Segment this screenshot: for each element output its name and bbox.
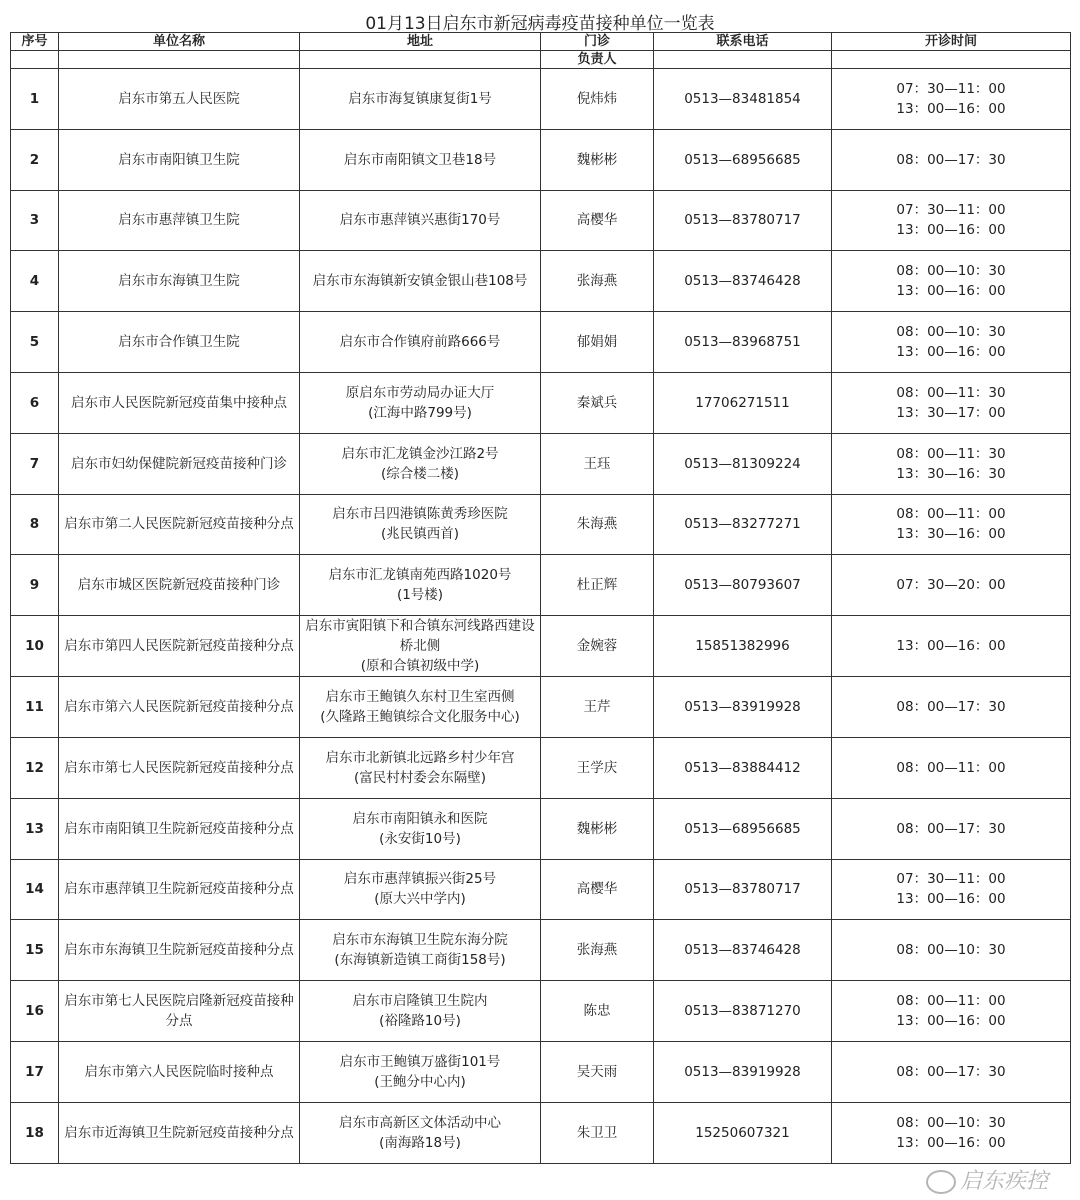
cell-unit-name-line: 启东市人民医院新冠疫苗集中接种点 xyxy=(71,394,287,411)
cell-address-line: 启东市海复镇康复街1号 xyxy=(348,90,492,107)
cell-address xyxy=(300,129,541,190)
cell-hours xyxy=(832,129,1071,190)
table-row xyxy=(11,433,1071,494)
cell-person: 高樱华 xyxy=(541,859,654,920)
cell-unit-name-line: 分点 xyxy=(165,1013,193,1030)
cell-address xyxy=(300,737,541,798)
cell-hours xyxy=(832,190,1071,251)
table-row xyxy=(11,616,1071,677)
cell-hours-line: 13：00—16：00 xyxy=(896,638,1006,655)
table-row xyxy=(11,920,1071,981)
cell-unit-name xyxy=(59,1102,300,1163)
cell-address-line: (综合楼二楼) xyxy=(380,465,460,482)
cell-unit-name-line: 启东市城区医院新冠疫苗接种门诊 xyxy=(77,577,281,594)
cell-address xyxy=(300,372,541,433)
cell-hours xyxy=(832,737,1071,798)
cell-address xyxy=(300,251,541,312)
cell-hours-line: 08：00—11：30 xyxy=(896,384,1006,401)
cell-unit-name xyxy=(59,69,300,130)
table-row xyxy=(11,372,1071,433)
cell-hours xyxy=(832,616,1071,677)
cell-phone: 0513—83884412 xyxy=(654,737,832,798)
cell-hours xyxy=(832,798,1071,859)
cell-hours xyxy=(832,1041,1071,1102)
cell-address-line: 启东市惠萍镇兴惠街170号 xyxy=(339,212,501,229)
cell-unit-name-line: 启东市南阳镇卫生院 xyxy=(118,151,240,168)
cell-address-line: (原和合镇初级中学) xyxy=(360,658,480,675)
table-row xyxy=(11,859,1071,920)
table-wrapper xyxy=(10,32,1070,1196)
cell-person: 张海燕 xyxy=(541,920,654,981)
page-title: 01月13日启东市新冠病毒疫苗接种单位一览表 xyxy=(365,14,715,34)
cell-address-line: 启东市启隆镇卫生院内 xyxy=(352,993,488,1010)
wechat-icon xyxy=(926,1170,956,1194)
cell-unit-name xyxy=(59,737,300,798)
cell-phone: 15851382996 xyxy=(654,616,832,677)
cell-address-line: (王鲍分中心内) xyxy=(374,1073,466,1090)
cell-person: 吴天雨 xyxy=(541,1041,654,1102)
cell-no: 8 xyxy=(11,494,59,555)
cell-address-line: 启东市高新区文体活动中心 xyxy=(339,1114,501,1131)
cell-hours xyxy=(832,372,1071,433)
cell-hours-line: 08：00—10：30 xyxy=(896,942,1006,959)
cell-phone: 0513—83871270 xyxy=(654,981,832,1042)
cell-unit-name-line: 启东市第六人民医院新冠疫苗接种分点 xyxy=(64,699,294,716)
table-row xyxy=(11,1102,1071,1163)
cell-address-line: (永安街10号) xyxy=(379,830,461,847)
cell-hours-line: 13：00—16：00 xyxy=(896,1134,1006,1151)
cell-address-line: 启东市东海镇新安镇金银山巷108号 xyxy=(312,273,528,290)
cell-address-line: 启东市王鲍镇万盛街101号 xyxy=(339,1053,501,1070)
cell-no: 14 xyxy=(11,859,59,920)
cell-no: 3 xyxy=(11,190,59,251)
cell-address-line: 启东市东海镇卫生院东海分院 xyxy=(332,932,508,949)
cell-address-line: 启东市南阳镇文卫巷18号 xyxy=(343,151,497,168)
cell-unit-name xyxy=(59,981,300,1042)
table-row xyxy=(11,69,1071,130)
cell-unit-name-line: 启东市妇幼保健院新冠疫苗接种门诊 xyxy=(71,455,287,472)
cell-phone: 0513—83746428 xyxy=(654,251,832,312)
cell-unit-name-line: 启东市东海镇卫生院新冠疫苗接种分点 xyxy=(64,942,294,959)
cell-hours-line: 07：30—20：00 xyxy=(896,577,1006,594)
table-row xyxy=(11,737,1071,798)
cell-unit-name-line: 启东市近海镇卫生院新冠疫苗接种分点 xyxy=(64,1124,294,1141)
cell-hours-line: 08：00—17：30 xyxy=(896,699,1006,716)
cell-person: 秦斌兵 xyxy=(541,372,654,433)
cell-phone: 0513—83746428 xyxy=(654,920,832,981)
cell-address-line: 启东市合作镇府前路666号 xyxy=(339,334,501,351)
cell-unit-name xyxy=(59,312,300,373)
header-row xyxy=(11,33,1071,51)
cell-unit-name-line: 启东市东海镇卫生院 xyxy=(118,273,240,290)
cell-phone: 0513—68956685 xyxy=(654,798,832,859)
cell-address-line: 启东市汇龙镇金沙江路2号 xyxy=(341,445,499,462)
cell-hours-line: 13：00—16：00 xyxy=(896,344,1006,361)
cell-hours-line: 08：00—11：00 xyxy=(896,759,1006,776)
cell-hours-line: 13：00—16：00 xyxy=(896,891,1006,908)
cell-person: 金婉蓉 xyxy=(541,616,654,677)
cell-hours-line: 08：00—17：30 xyxy=(896,151,1006,168)
sub-header-empty xyxy=(654,51,832,69)
cell-no: 17 xyxy=(11,1041,59,1102)
cell-hours xyxy=(832,494,1071,555)
cell-address xyxy=(300,433,541,494)
table-row xyxy=(11,494,1071,555)
cell-hours-line: 08：00—10：30 xyxy=(896,1114,1006,1131)
cell-person: 王珏 xyxy=(541,433,654,494)
cell-hours-line: 08：00—17：30 xyxy=(896,1063,1006,1080)
cell-person: 魏彬彬 xyxy=(541,129,654,190)
cell-unit-name xyxy=(59,677,300,738)
cell-phone: 0513—83780717 xyxy=(654,859,832,920)
cell-no: 18 xyxy=(11,1102,59,1163)
table-row xyxy=(11,312,1071,373)
cell-person: 郁娟娟 xyxy=(541,312,654,373)
cell-hours-line: 08：00—11：00 xyxy=(896,506,1006,523)
cell-hours-line: 13：30—17：00 xyxy=(896,404,1006,421)
cell-address-line: (江海中路799号) xyxy=(368,404,472,421)
header-no: 序号 xyxy=(11,33,59,51)
cell-address-line: (久隆路王鲍镇综合文化服务中心) xyxy=(320,709,520,726)
cell-hours-line: 07：30—11：00 xyxy=(896,202,1006,219)
sub-header-empty xyxy=(832,51,1071,69)
cell-hours-line: 13：00—16：00 xyxy=(896,222,1006,239)
cell-phone: 0513—80793607 xyxy=(654,555,832,616)
cell-person: 倪炜炜 xyxy=(541,69,654,130)
cell-address-line: 启东市汇龙镇南苑西路1020号 xyxy=(328,567,512,584)
cell-unit-name xyxy=(59,1041,300,1102)
vaccination-sites-table xyxy=(10,32,1071,1164)
cell-hours xyxy=(832,1102,1071,1163)
cell-hours xyxy=(832,920,1071,981)
cell-phone: 0513—83277271 xyxy=(654,494,832,555)
cell-address-line: (兆民镇西首) xyxy=(380,526,460,543)
table-row xyxy=(11,555,1071,616)
cell-unit-name-line: 启东市惠萍镇卫生院新冠疫苗接种分点 xyxy=(64,881,294,898)
cell-person: 杜正辉 xyxy=(541,555,654,616)
cell-hours-line: 13：30—16：30 xyxy=(896,465,1006,482)
cell-person: 王学庆 xyxy=(541,737,654,798)
header-clinic: 门诊 xyxy=(541,33,654,51)
cell-address xyxy=(300,555,541,616)
cell-address xyxy=(300,312,541,373)
cell-unit-name xyxy=(59,251,300,312)
cell-unit-name xyxy=(59,555,300,616)
cell-person: 朱海燕 xyxy=(541,494,654,555)
cell-no: 15 xyxy=(11,920,59,981)
cell-phone: 0513—81309224 xyxy=(654,433,832,494)
cell-phone: 0513—83968751 xyxy=(654,312,832,373)
cell-address-line: (裕隆路10号) xyxy=(379,1013,461,1030)
cell-address xyxy=(300,981,541,1042)
header-phone: 联系电话 xyxy=(654,33,832,51)
cell-hours-line: 13：00—16：00 xyxy=(896,100,1006,117)
cell-hours-line: 08：00—10：30 xyxy=(896,324,1006,341)
cell-unit-name xyxy=(59,433,300,494)
cell-address-line: 启东市王鲍镇久东村卫生室西侧 xyxy=(325,689,515,706)
cell-no: 7 xyxy=(11,433,59,494)
cell-address xyxy=(300,616,541,677)
cell-address xyxy=(300,190,541,251)
cell-address-line: (富民村村委会东隔壁) xyxy=(353,769,487,786)
cell-hours-line: 13：30—16：00 xyxy=(896,526,1006,543)
cell-unit-name-line: 启东市第四人民医院新冠疫苗接种分点 xyxy=(64,638,294,655)
cell-unit-name xyxy=(59,372,300,433)
cell-address-line: 桥北侧 xyxy=(399,638,441,655)
cell-address xyxy=(300,494,541,555)
sub-header-empty xyxy=(300,51,541,69)
cell-unit-name-line: 启东市第六人民医院临时接种点 xyxy=(84,1063,274,1080)
cell-address xyxy=(300,1041,541,1102)
cell-address xyxy=(300,798,541,859)
cell-hours xyxy=(832,251,1071,312)
sub-header-row xyxy=(11,51,1071,69)
cell-hours-line: 08：00—17：30 xyxy=(896,820,1006,837)
cell-hours-line: 07：30—11：00 xyxy=(896,80,1006,97)
cell-phone: 0513—83481854 xyxy=(654,69,832,130)
cell-address-line: (南海路18号) xyxy=(379,1134,461,1151)
cell-hours xyxy=(832,677,1071,738)
table-row xyxy=(11,677,1071,738)
cell-phone: 0513—83919928 xyxy=(654,677,832,738)
header-hours: 开诊时间 xyxy=(832,33,1071,51)
cell-address xyxy=(300,1102,541,1163)
cell-hours-line: 07：30—11：00 xyxy=(896,871,1006,888)
cell-address-line: 启东市北新镇北远路乡村少年宫 xyxy=(325,749,515,766)
cell-hours xyxy=(832,433,1071,494)
cell-unit-name xyxy=(59,190,300,251)
cell-unit-name-line: 启东市惠萍镇卫生院 xyxy=(118,212,240,229)
cell-address-line: 启东市寅阳镇下和合镇东河线路西建设 xyxy=(305,618,535,635)
header-name: 单位名称 xyxy=(59,33,300,51)
cell-no: 1 xyxy=(11,69,59,130)
cell-phone: 15250607321 xyxy=(654,1102,832,1163)
cell-person: 魏彬彬 xyxy=(541,798,654,859)
cell-address-line: (东海镇新造镇工商街158号) xyxy=(334,952,506,969)
cell-address-line: (原大兴中学内) xyxy=(374,891,466,908)
cell-unit-name xyxy=(59,798,300,859)
cell-hours-line: 08：00—11：30 xyxy=(896,445,1006,462)
cell-person: 陈忠 xyxy=(541,981,654,1042)
table-row xyxy=(11,129,1071,190)
cell-no: 5 xyxy=(11,312,59,373)
cell-unit-name-line: 启东市第二人民医院新冠疫苗接种分点 xyxy=(64,516,294,533)
cell-hours xyxy=(832,859,1071,920)
cell-hours-line: 13：00—16：00 xyxy=(896,1013,1006,1030)
cell-phone: 0513—83780717 xyxy=(654,190,832,251)
cell-address xyxy=(300,920,541,981)
cell-unit-name xyxy=(59,616,300,677)
cell-unit-name xyxy=(59,494,300,555)
cell-address-line: 启东市南阳镇永和医院 xyxy=(352,810,488,827)
header-address: 地址 xyxy=(300,33,541,51)
cell-hours-line: 08：00—10：30 xyxy=(896,263,1006,280)
cell-unit-name xyxy=(59,859,300,920)
table-row xyxy=(11,981,1071,1042)
watermark xyxy=(10,1168,1070,1196)
cell-hours xyxy=(832,69,1071,130)
cell-no: 9 xyxy=(11,555,59,616)
cell-person: 王芹 xyxy=(541,677,654,738)
cell-person: 朱卫卫 xyxy=(541,1102,654,1163)
cell-no: 12 xyxy=(11,737,59,798)
cell-unit-name xyxy=(59,920,300,981)
cell-unit-name xyxy=(59,129,300,190)
cell-unit-name-line: 启东市合作镇卫生院 xyxy=(118,334,240,351)
cell-phone: 17706271511 xyxy=(654,372,832,433)
cell-hours xyxy=(832,981,1071,1042)
cell-address-line: (1号楼) xyxy=(396,587,444,604)
cell-no: 11 xyxy=(11,677,59,738)
cell-no: 2 xyxy=(11,129,59,190)
cell-unit-name-line: 启东市第七人民医院新冠疫苗接种分点 xyxy=(64,759,294,776)
cell-address-line: 原启东市劳动局办证大厅 xyxy=(345,384,495,401)
cell-phone: 0513—68956685 xyxy=(654,129,832,190)
cell-unit-name-line: 启东市南阳镇卫生院新冠疫苗接种分点 xyxy=(64,820,294,837)
cell-hours xyxy=(832,555,1071,616)
cell-address xyxy=(300,69,541,130)
cell-no: 6 xyxy=(11,372,59,433)
cell-unit-name-line: 启东市第七人民医院启隆新冠疫苗接种 xyxy=(64,993,294,1010)
sub-header-empty xyxy=(59,51,300,69)
cell-unit-name-line: 启东市第五人民医院 xyxy=(118,90,240,107)
cell-phone: 0513—83919928 xyxy=(654,1041,832,1102)
cell-hours-line: 13：00—16：00 xyxy=(896,283,1006,300)
table-row xyxy=(11,190,1071,251)
cell-no: 16 xyxy=(11,981,59,1042)
sub-header-person: 负责人 xyxy=(541,51,654,69)
cell-person: 高樱华 xyxy=(541,190,654,251)
table-row xyxy=(11,251,1071,312)
cell-person: 张海燕 xyxy=(541,251,654,312)
cell-no: 4 xyxy=(11,251,59,312)
table-row xyxy=(11,798,1071,859)
watermark-text: 启东疾控 xyxy=(959,1168,1048,1194)
cell-address xyxy=(300,859,541,920)
cell-address xyxy=(300,677,541,738)
cell-hours-line: 08：00—11：00 xyxy=(896,993,1006,1010)
sub-header-empty xyxy=(11,51,59,69)
cell-no: 10 xyxy=(11,616,59,677)
table-row xyxy=(11,1041,1071,1102)
cell-hours xyxy=(832,312,1071,373)
cell-no: 13 xyxy=(11,798,59,859)
cell-address-line: 启东市惠萍镇振兴街25号 xyxy=(343,871,497,888)
cell-address-line: 启东市吕四港镇陈黄秀珍医院 xyxy=(332,506,508,523)
